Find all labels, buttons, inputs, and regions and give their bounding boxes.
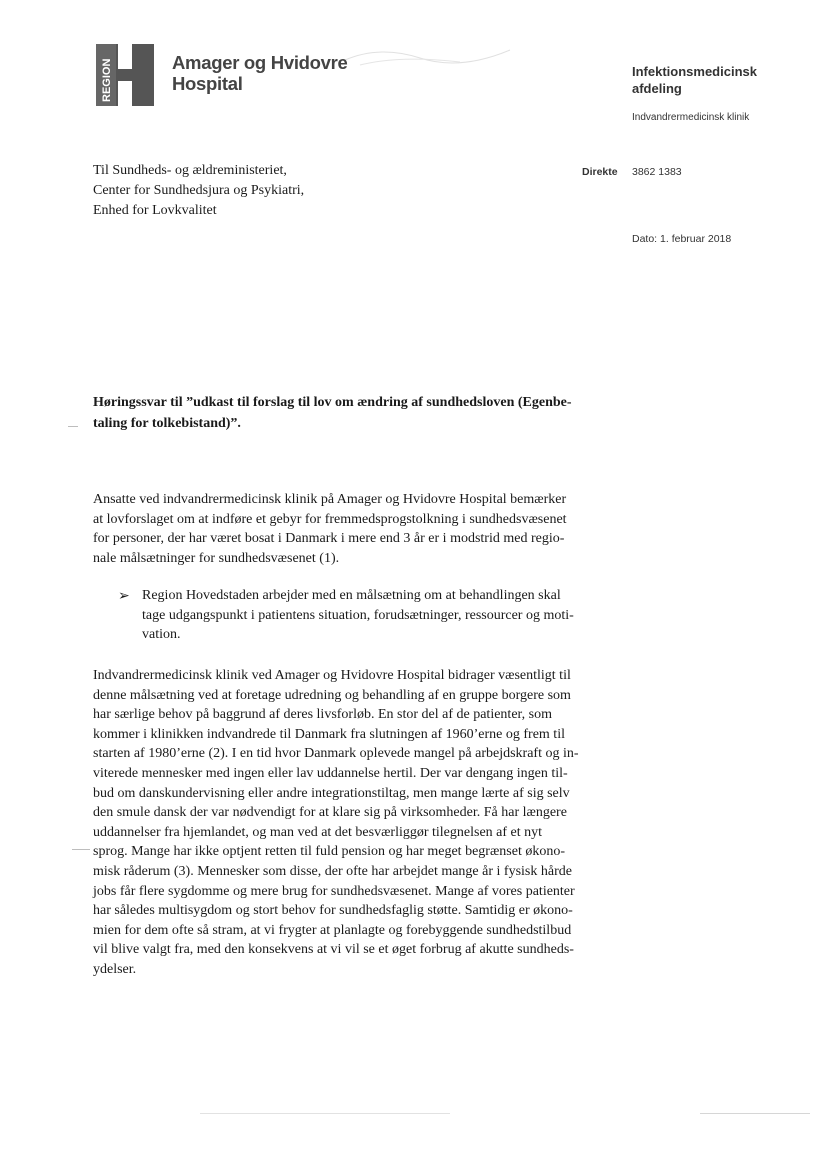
- text-line: nale målsætninger for sundhedsvæsenet (1).: [93, 550, 340, 566]
- department-name: [632, 63, 757, 97]
- text-line: uddannelser fra hjemlandet, og man ved at det besværliggør tilegnelsen af et nyt: [93, 824, 543, 840]
- recipient-line3: Enhed for Lovkvalitet: [93, 203, 217, 218]
- scan-mark: [68, 426, 78, 427]
- text-line: starten af 1980’erne (2). I en tid hvor Danmark oplevede mangel på arbejdskraft og in-: [93, 746, 579, 762]
- region-logo: [96, 44, 154, 106]
- direct-label: Direkte: [582, 166, 618, 178]
- text-line: Ansatte ved indvandrermedicinsk klinik på Amager og Hvidovre Hospital bemærker: [93, 492, 567, 507]
- text-line: har særlige behov på baggrund af deres livsforløb. En stor del af de patienter, som: [93, 707, 552, 723]
- hospital-name-line1: Amager og Hvidovre: [172, 52, 348, 73]
- text-line: ydelser.: [93, 961, 137, 977]
- clinic-name: Indvandrermedicinsk klinik: [632, 112, 750, 123]
- text-line: at lovforslaget om at indføre et gebyr for fremmedsprogstolkning i sundhedsvæsenet: [93, 511, 567, 527]
- text-line: sprog. Mange har ikke optjent retten til fuld pension og har meget begrænset økono-: [93, 844, 566, 860]
- text-line: har således multisygdom og stort behov for sundhedsfaglig støtte. Samtidig er økono-: [93, 903, 573, 919]
- text-line: viterede mennesker med ingen eller lav uddannelse hertil. Der var dengang ingen til-: [93, 765, 568, 781]
- text-line: tage udgangspunkt i patientens situation, forudsætninger, ressourcer og moti-: [142, 607, 574, 623]
- text-line: kommer i klinikken indvandrede til Danmark fra slutningen af 1960’erne og frem til: [93, 726, 565, 742]
- region-h-logo-icon: [96, 44, 154, 106]
- bullet-arrow-icon: ➢: [118, 589, 130, 604]
- recipient-address: [93, 161, 304, 221]
- letter-date: Dato: 1. februar 2018: [632, 233, 732, 245]
- scan-mark: [72, 849, 90, 850]
- department-line2: afdeling: [632, 81, 682, 96]
- text-line: denne målsætning ved at foretage udredning og behandling af en gruppe borgere som: [93, 687, 571, 703]
- recipient-line2: Center for Sundhedsjura og Psykiatri,: [93, 183, 305, 198]
- text-line: misk råderum (3). Mennesker som disse, der ofte har arbejdet mange år i fysisk hårde: [93, 863, 572, 879]
- scan-mark: [200, 1113, 450, 1114]
- text-line: jobs får flere sygdomme og mere brug for sundhedsvæsenet. Mange af vores patienter: [93, 883, 575, 899]
- logo-region-text: REGION: [101, 58, 113, 102]
- direct-phone: 3862 1383: [632, 166, 682, 178]
- text-line: den smule dansk der var nødvendigt for at klare sig på virksomheder. Få har længere: [93, 805, 567, 821]
- text-line: Region Hovedstaden arbejder med en målsætning om at behandlingen skal: [142, 588, 561, 603]
- paragraph-1: [93, 490, 633, 568]
- scan-smudge-icon: [340, 40, 520, 70]
- hospital-name-line2: Hospital: [172, 73, 243, 94]
- department-line1: Infektionsmedicinsk: [632, 64, 757, 79]
- text-line: for personer, der har været bosat i Danmark i mere end 3 år er i modstrid med regio-: [93, 531, 565, 547]
- text-line: bud om danskundervisning eller andre integrationstiltag, men mange lærte af sig selv: [93, 785, 570, 801]
- subject-line1: Høringssvar til ”udkast til forslag til lov om ændring af sundhedsloven (Egenbe-: [93, 395, 572, 410]
- text-line: vation.: [142, 627, 181, 643]
- recipient-line1: Til Sundheds- og ældreministeriet,: [93, 163, 287, 178]
- subject-line2: taling for tolkebistand)”.: [93, 416, 241, 431]
- paragraph-2: [93, 666, 633, 980]
- text-line: Indvandrermedicinsk klinik ved Amager og Hvidovre Hospital bidrager væsentligt til: [93, 668, 571, 683]
- hospital-name: [172, 52, 348, 94]
- text-line: mien for dem ofte så stram, at vi frygter at planlagte og forebyggende sundhedstilbud: [93, 922, 572, 938]
- bullet-item: [142, 586, 574, 645]
- text-line: vil blive valgt fra, med den konsekvens at vi vil se et øget forbrug af akutte sundheds-: [93, 942, 574, 958]
- scan-mark: [700, 1113, 810, 1114]
- letter-subject: [93, 392, 633, 434]
